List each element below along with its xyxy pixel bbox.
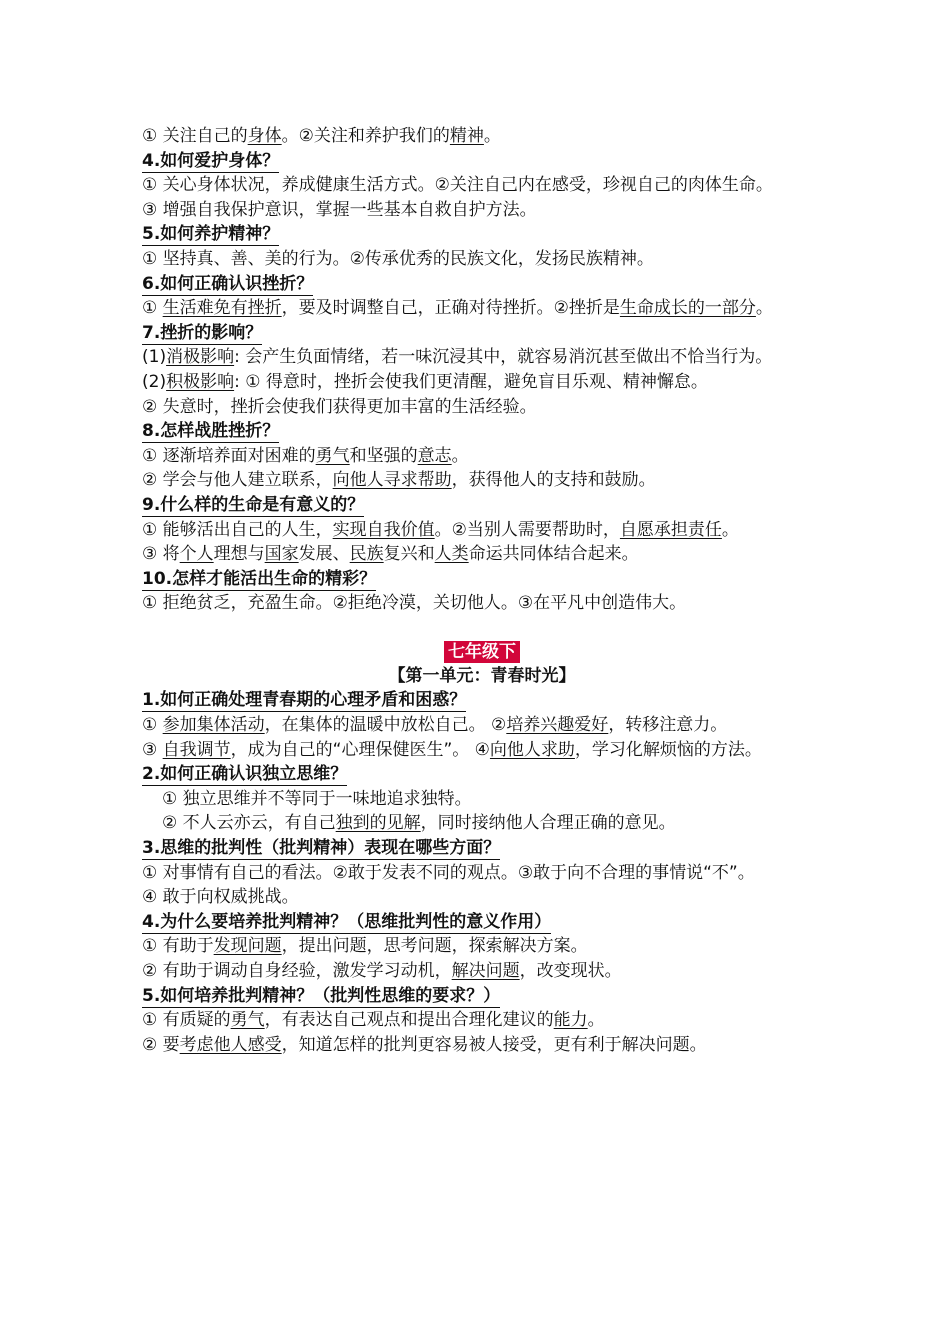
section-grade7-lower	[142, 688, 822, 1057]
text-run: ① 有质疑的	[142, 1010, 231, 1031]
key-term: 勇气	[315, 445, 350, 466]
question-text: 5.如何养护精神？	[142, 224, 280, 245]
key-term: 培养兴趣爱好	[506, 715, 609, 736]
text-run: ，改变现状。	[519, 961, 622, 981]
text-run: ① 拒绝贫乏，充盈生命。②拒绝冷漠，关切他人。③在平凡中创造伟大。	[142, 593, 687, 614]
question-heading	[142, 321, 822, 346]
text-run: ① 对事情有自己的看法。②敢于发表不同的观点。③敢于向不合理的事情说“不”。	[142, 862, 755, 883]
key-term: 意志	[417, 445, 452, 466]
key-term: 实现自我价值	[332, 519, 435, 540]
text-run: 。	[755, 298, 773, 319]
question-heading	[142, 149, 822, 174]
text-run: (1)	[142, 347, 167, 368]
question-text: 8.怎样战胜挫折？	[142, 421, 280, 442]
answer-line	[142, 1033, 822, 1058]
answer-line	[142, 173, 822, 198]
text-run: ，转移注意力。	[608, 715, 728, 736]
text-run: ，有表达自己观点和提出合理化建议的	[264, 1010, 554, 1031]
text-run: ，要及时调整自己，正确对待挫折。②挫折是	[281, 298, 620, 319]
answer-line	[142, 591, 822, 616]
key-term: 解决问题	[451, 961, 520, 981]
question-heading	[142, 984, 822, 1009]
text-run: ，在集体的温暖中放松自己。 ②	[264, 715, 507, 736]
key-term: 身体	[247, 126, 282, 146]
text-run: ，提出问题，思考问题，探索解决方案。	[281, 936, 588, 957]
answer-line	[142, 296, 822, 321]
answer-line	[142, 444, 822, 469]
text-run: ① 坚持真、善、美的行为。②传承优秀的民族文化，发扬民族精神。	[142, 248, 654, 269]
answer-line	[142, 1008, 822, 1033]
answer-line	[142, 395, 822, 420]
text-run: ①	[142, 298, 163, 319]
key-term: 独到的见解	[335, 813, 421, 834]
grade-header	[142, 640, 822, 664]
answer-line	[142, 345, 822, 370]
answer-line	[142, 861, 822, 886]
text-run: 和坚强的	[349, 445, 418, 466]
text-run: ② 要	[142, 1034, 180, 1055]
question-heading	[142, 419, 822, 444]
text-run: ，成为自己的“心理保健医生”。 ④	[230, 739, 490, 760]
text-run: ② 学会与他人建立联系，	[142, 470, 333, 491]
text-run: ① 关注自己的	[142, 126, 248, 146]
question-text: 1.如何正确处理青春期的心理矛盾和困惑？	[142, 690, 467, 711]
unit-title: 【第一单元：青春时光】	[388, 665, 576, 686]
text-run: ，知道怎样的批判更容易被人接受，更有利于解决问题。	[281, 1034, 707, 1055]
answer-line	[142, 124, 822, 149]
answer-line	[142, 468, 822, 493]
question-heading	[142, 493, 822, 518]
document-page	[142, 124, 822, 1057]
question-heading	[142, 910, 822, 935]
key-term: 向他人求助	[489, 739, 575, 760]
question-heading	[142, 222, 822, 247]
text-run: (2)	[142, 371, 167, 392]
key-term: 精神	[449, 126, 484, 146]
answer-line	[142, 198, 822, 223]
question-text: 3.思维的批判性（批判精神）表现在哪些方面？	[142, 838, 501, 859]
text-run: ① 有助于	[142, 936, 214, 957]
question-heading	[142, 762, 822, 787]
key-term: 消极影响	[166, 347, 235, 368]
key-term: 自愿承担责任	[619, 519, 722, 540]
text-run: 。	[483, 126, 501, 146]
text-run: ② 不人云亦云，有自己	[162, 813, 336, 834]
question-heading	[142, 836, 822, 861]
text-run: 发展、	[298, 544, 350, 565]
answer-line	[142, 934, 822, 959]
text-run: 理想与	[213, 544, 265, 565]
question-heading	[142, 272, 822, 297]
text-run: ，同时接纳他人合理正确的意见。	[420, 813, 676, 834]
question-text: 2.如何正确认识独立思维？	[142, 764, 348, 785]
key-term: 能力	[553, 1010, 588, 1031]
grade-badge: 七年级下	[444, 641, 520, 663]
text-run: ① 能够活出自己的人生，	[142, 519, 333, 540]
question-text: 10.怎样才能活出生命的精彩？	[142, 568, 377, 589]
key-term: 人类	[434, 544, 469, 565]
text-run: ① 关心身体状况，养成健康生活方式。②关注自己内在感受，珍视自己的肉体生命。	[142, 175, 773, 196]
question-text: 5.如何培养批判精神？（批判性思维的要求？）	[142, 985, 501, 1006]
text-run: ③ 增强自我保护意识，掌握一些基本自救自护方法。	[142, 199, 537, 220]
text-run: ①	[142, 715, 163, 736]
text-run: 。	[721, 519, 739, 540]
text-run: ，学习化解烦恼的方法。	[574, 739, 762, 760]
text-run: ③	[142, 739, 163, 760]
text-run: ④ 敢于向权威挑战。	[142, 887, 299, 908]
answer-line	[142, 247, 822, 272]
text-run: 。②关注和养护我们的	[281, 126, 450, 146]
text-run: ③ 将	[142, 544, 180, 565]
key-term: 自我调节	[162, 739, 231, 760]
answer-line	[142, 811, 822, 836]
question-text: 4.为什么要培养批判精神？（思维批判性的意义作用）	[142, 911, 552, 932]
text-run: : ① 得意时，挫折会使我们更清醒，避免盲目乐观、精神懈怠。	[234, 371, 708, 392]
question-text: 6.如何正确认识挫折？	[142, 273, 314, 294]
text-run: 。	[451, 445, 469, 466]
text-run: 。	[587, 1010, 605, 1031]
key-term: 勇气	[230, 1010, 265, 1031]
key-term: 民族	[349, 544, 384, 565]
key-term: 向他人寻求帮助	[332, 470, 452, 491]
text-run: ② 有助于调动自身经验，激发学习动机，	[142, 961, 452, 981]
key-term: 个人	[179, 544, 214, 565]
question-text: 7.挫折的影响？	[142, 322, 263, 343]
question-heading	[142, 688, 822, 713]
answer-line	[142, 959, 822, 984]
key-term: 发现问题	[213, 936, 282, 957]
text-run: ，获得他人的支持和鼓励。	[451, 470, 656, 491]
answer-line	[142, 518, 822, 543]
text-run: : 会产生负面情绪，若一味沉浸其中，就容易消沉甚至做出不恰当行为。	[234, 347, 773, 368]
answer-line	[142, 885, 822, 910]
key-term: 生活难免有挫折	[162, 298, 282, 319]
text-run: 复兴和	[383, 544, 435, 565]
text-run: 命运共同体结合起来。	[468, 544, 639, 565]
text-run: ① 独立思维并不等同于一味地追求独特。	[162, 788, 472, 809]
text-run: 。②当别人需要帮助时，	[434, 519, 620, 540]
answer-line	[142, 713, 822, 738]
text-run: ① 逐渐培养面对困难的	[142, 445, 316, 466]
question-text: 9.什么样的生命是有意义的？	[142, 494, 365, 515]
text-run: ② 失意时，挫折会使我们获得更加丰富的生活经验。	[142, 396, 537, 417]
answer-line	[142, 542, 822, 567]
question-heading	[142, 567, 822, 592]
key-term: 考虑他人感受	[179, 1034, 282, 1055]
key-term: 生命成长的一部分	[619, 298, 756, 319]
key-term: 国家	[264, 544, 299, 565]
section-grade7-upper	[142, 124, 822, 616]
key-term: 积极影响	[166, 371, 235, 392]
answer-line	[142, 787, 822, 812]
question-text: 4.如何爱护身体？	[142, 150, 280, 171]
answer-line	[142, 370, 822, 395]
key-term: 参加集体活动	[162, 715, 265, 736]
answer-line	[142, 738, 822, 763]
